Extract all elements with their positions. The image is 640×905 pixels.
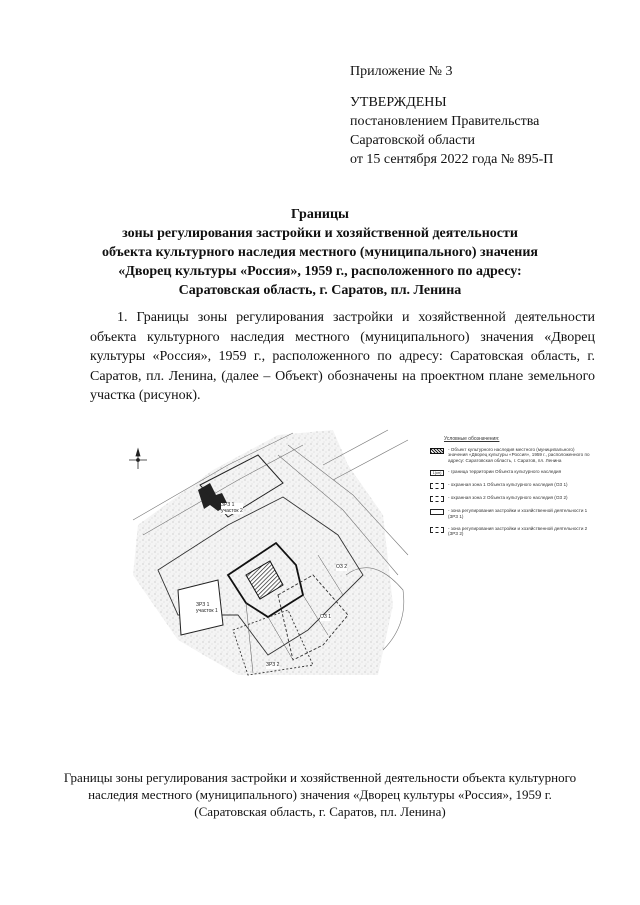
legend-swatch-territory: 1(кн) [430,470,444,476]
approval-line-1: постановлением Правительства [350,114,540,129]
title-line-2: зоны регулирования застройки и хозяйственной деятельности [122,226,518,241]
title-line-4: «Дворец культуры «Россия», 1959 г., расположенного по адресу: [118,264,522,279]
legend-item: - зона регулирования застройки и хозяйственной деятельности 2 (ЗРЗ 2) [430,526,590,537]
legend-swatch-object [430,448,444,454]
approved-heading: УТВЕРЖДЕНЫ [350,95,447,110]
legend-title: Условные обозначения: [444,436,500,442]
caption-line-3: (Саратовская область, г. Саратов, пл. Ленина) [194,804,446,819]
map-label-zrz1-lower: ЗРЗ 1 участок 1 [196,602,218,614]
legend-swatch-oz2 [430,496,444,502]
title-line-3: объекта культурного наследия местного (муниципального) значения [101,245,538,260]
legend-item: - охранная зона 2 Объекта культурного наследия (ОЗ 2) [430,495,590,502]
approval-line-2: Саратовской области [350,133,475,148]
appendix-label: Приложение № 3 [350,64,453,79]
legend-item: 1(кн) - граница территории Объекта культурного наследия [430,469,590,476]
legend-item: - Объект культурного наследия местного (муниципального) значения «Дворец культуры «Россия», 1959 г., расположенного по адресу: Саратовская область, г. Саратов, пл. Ленина [430,447,590,464]
map-label-oz1: ОЗ 1 [320,614,332,620]
legend-swatch-oz1 [430,483,444,489]
paragraph-text: Границы зоны регулирования застройки и хозяйственной деятельности объекта культурного наследия местного (муниципального) значения «Дворец культуры «Россия», 1959 г., расположенного по адресу: Саратовская область, г. Саратов, пл. Ленина, (далее – Объект) обозначены на проектном плане земельного участка (рисунок). [90,310,596,403]
figure-caption [60,769,580,820]
north-arrow-icon [129,449,147,469]
title-line-5: Саратовская область, г. Саратов, пл. Ленина [178,283,462,298]
legend-item: - охранная зона 1 Объекта культурного наследия (ОЗ 1) [430,482,590,489]
caption-line-2: наследия местного (муниципального) значения «Дворец культуры «Россия», 1959 г. [88,787,552,802]
legend-swatch-zrz1 [430,509,444,515]
approval-block [350,62,610,169]
legend-item: - зона регулирования застройки и хозяйственной деятельности 1 (ЗРЗ 1) [430,508,590,519]
document-title [60,205,580,300]
paragraph-number: 1. [117,310,128,325]
map-label-oz2: ОЗ 2 [336,564,348,570]
legend-swatch-zrz2 [430,527,444,533]
map-label-zrz1-upper: ЗРЗ 1 участок 2 [221,502,243,514]
map-label-zrz2: ЗРЗ 2 [266,662,280,668]
title-line-1: Границы [291,207,349,222]
site-plan-figure [118,425,588,680]
caption-line-1: Границы зоны регулирования застройки и хозяйственной деятельности объекта культурного [63,770,577,785]
map-legend [430,437,590,543]
approval-line-3: от 15 сентября 2022 года № 895-П [350,152,554,167]
body-paragraph [90,308,595,406]
